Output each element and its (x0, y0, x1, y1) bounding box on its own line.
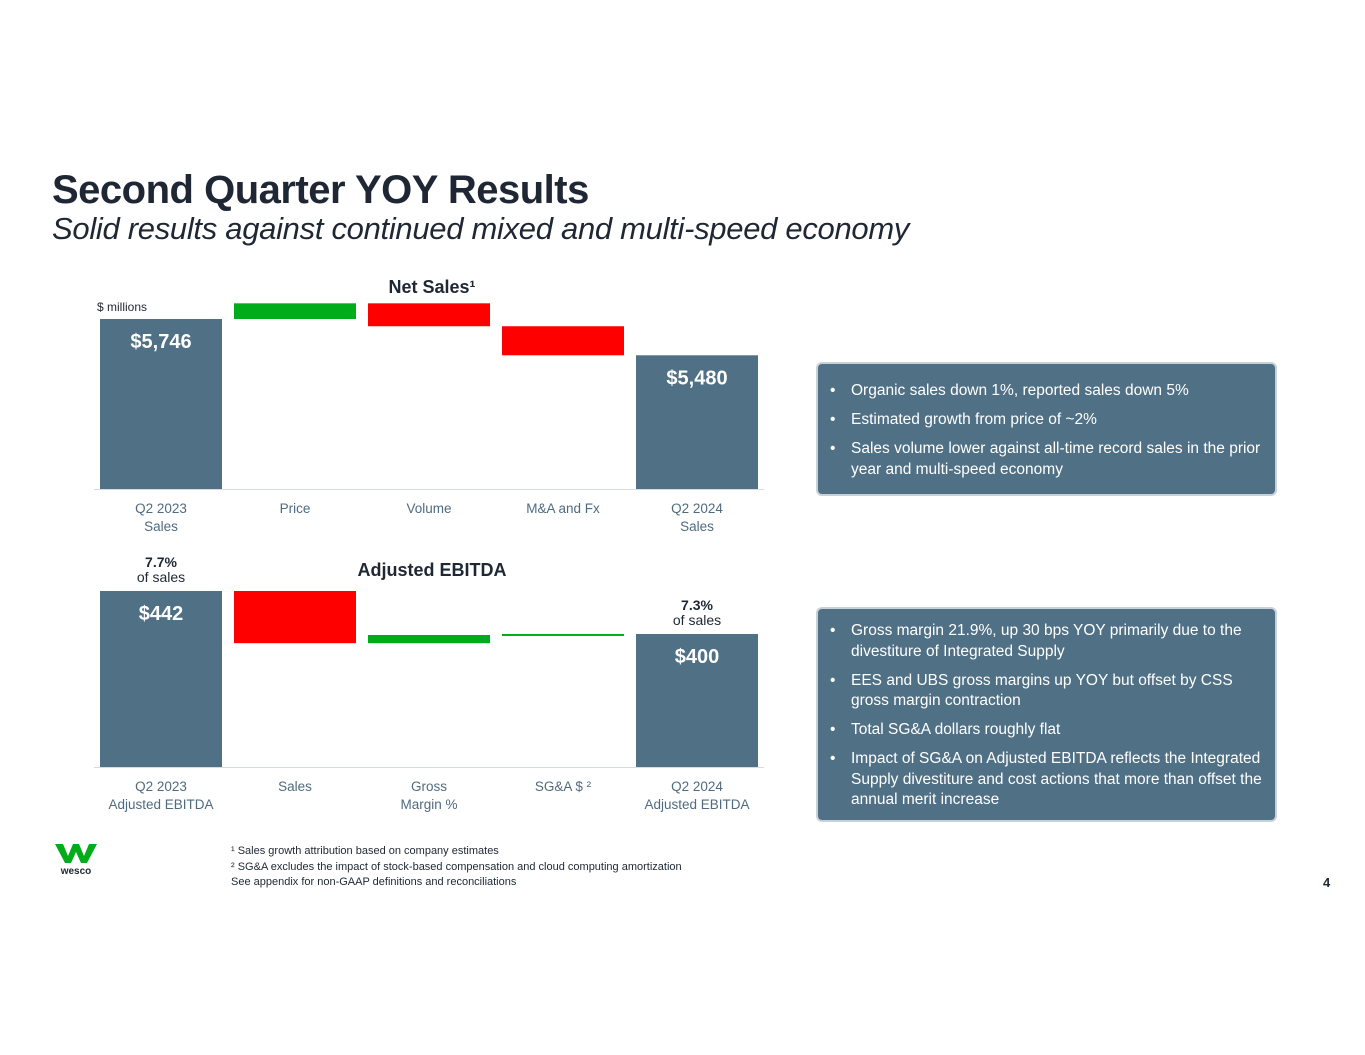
wesco-logo (54, 843, 98, 882)
increase-bar (368, 635, 490, 643)
x-tick-label: Sales (144, 519, 178, 534)
x-tick-label: Q2 2024 (671, 779, 723, 794)
x-tick-label: M&A and Fx (526, 501, 600, 516)
bullet-item: • Estimated growth from price of ~2% (820, 410, 1261, 431)
margin-of-sales-label: of sales (672, 611, 722, 628)
footnote-3: See appendix for non-GAAP definitions and reconciliations (231, 876, 517, 888)
x-tick-label: SG&A $ ² (534, 779, 592, 794)
x-tick-label: Gross (410, 779, 448, 794)
ebitda-commentary-panel (816, 607, 1277, 822)
margin-percent-label: 7.7% (145, 554, 177, 570)
footnote-1: ¹ Sales growth attribution based on company estimates (231, 845, 499, 857)
x-tick-label: Sales (278, 779, 312, 794)
unit-label: $ millions (97, 300, 148, 314)
footnotes (231, 844, 682, 891)
x-tick-label: Q2 2023 (135, 501, 187, 516)
bullet-item: • Sales volume lower against all-time record sales in the prior year and multi-speed economy (820, 439, 1261, 480)
x-tick-label: Q2 2023 (135, 779, 187, 794)
bullet-item: • Impact of SG&A on Adjusted EBITDA reflects the Integrated Supply divestiture and cost actions that more than offset the annual merit increase (820, 749, 1263, 811)
bullet-item: • Gross margin 21.9%, up 30 bps YOY primarily due to the divestiture of Integrated Supply (820, 621, 1263, 662)
bullet-item: • Total SG&A dollars roughly flat (820, 720, 1263, 741)
chart-title: Net Sales¹ (388, 277, 476, 297)
x-tick-label: Adjusted EBITDA (108, 797, 214, 812)
x-tick-label: Volume (406, 501, 452, 516)
margin-of-sales-label: of sales (136, 569, 186, 585)
x-tick-label: Price (279, 501, 311, 516)
x-tick-label: Margin % (400, 797, 458, 812)
bullet-item: • EES and UBS gross margins up YOY but offset by CSS gross margin contraction (820, 671, 1263, 712)
increase-bar (234, 303, 356, 319)
sales-commentary-panel (816, 362, 1277, 496)
adjusted-ebitda-chart (90, 550, 780, 820)
decrease-bar (368, 303, 490, 326)
x-tick-label: Adjusted EBITDA (644, 797, 750, 812)
decrease-bar (234, 591, 356, 643)
chart-title: Adjusted EBITDA (357, 560, 507, 580)
logo-text: wesco (60, 866, 92, 877)
margin-percent-label: 7.3% (681, 596, 713, 613)
data-label: $5,480 (666, 367, 728, 390)
bullet-item: • Organic sales down 1%, reported sales down 5% (820, 381, 1261, 402)
page-title: Second Quarter YOY Results (52, 168, 589, 212)
page-subtitle: Solid results against continued mixed and multi-speed economy (52, 211, 910, 246)
net-sales-chart (90, 270, 780, 540)
x-tick-label: Sales (680, 519, 714, 534)
data-label: $5,746 (130, 331, 192, 354)
wesco-logo-icon (54, 843, 98, 877)
increase-bar (502, 634, 624, 636)
data-label: $442 (138, 603, 184, 625)
x-tick-label: Q2 2024 (671, 501, 723, 516)
page-number: 4 (1323, 875, 1331, 890)
decrease-bar (502, 326, 624, 355)
data-label: $400 (674, 645, 720, 668)
footnote-2: ² SG&A excludes the impact of stock-based compensation and cloud computing amortization (231, 860, 682, 873)
